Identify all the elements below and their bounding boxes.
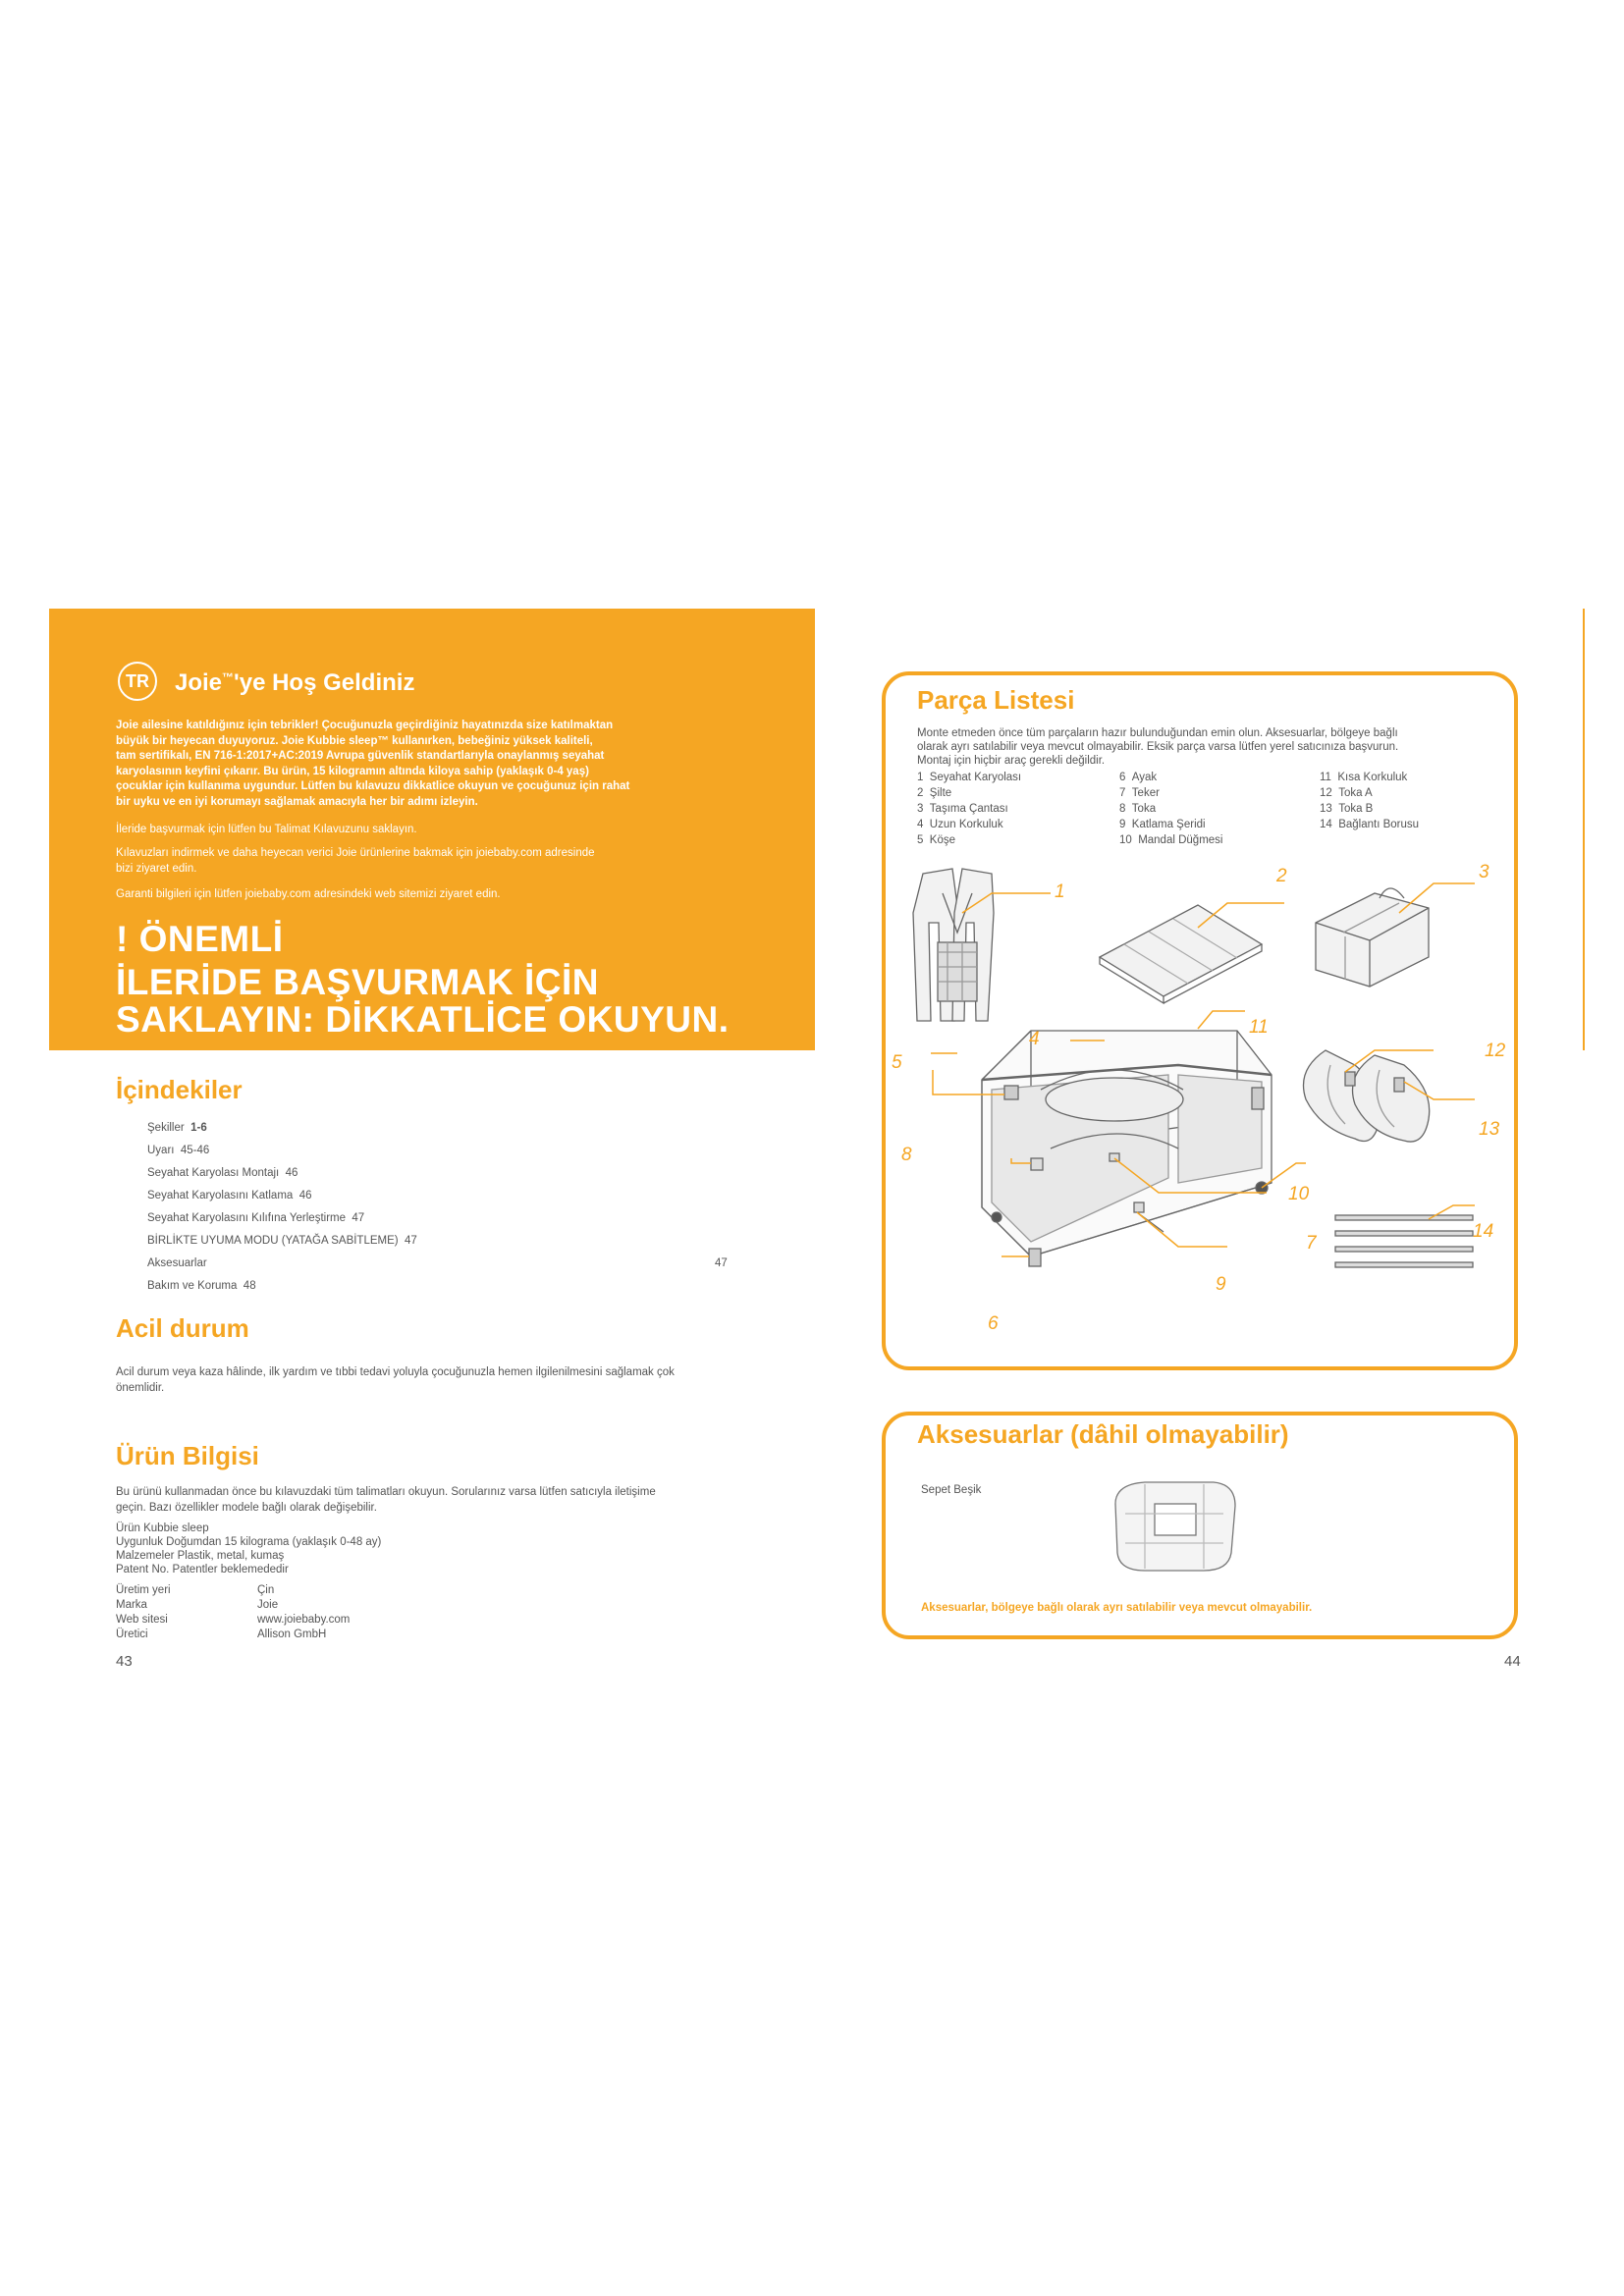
- parts-illustration: [884, 854, 1516, 1364]
- mattress-drawing: [1100, 905, 1262, 1003]
- text-line: Monte etmeden önce tüm parçaların hazır bulunduğundan emin olun. Aksesuarlar, bölgeye bağlı: [917, 727, 1398, 739]
- info-label: Web sitesi: [116, 1614, 168, 1626]
- part-item: 13 Toka B: [1320, 803, 1374, 815]
- text-line: bir uyku ve en iyi korumayı sağlamak amacıyla her bir adımı izleyin.: [116, 795, 478, 808]
- callout-5: 5: [892, 1052, 902, 1073]
- toc-item: Seyahat Karyolasını Katlama 46: [147, 1190, 312, 1201]
- accessories-note: Aksesuarlar, bölgeye bağlı olarak ayrı satılabilir veya mevcut olmayabilir.: [921, 1602, 1313, 1614]
- text-line: büyük bir heyecan duyuyoruz. Joie Kubbie sleep™ kullanırken, bebeğiniz yüksek kaliteli,: [116, 734, 593, 747]
- info-value: www.joiebaby.com: [257, 1614, 351, 1626]
- info-label: Üretim yeri: [116, 1584, 171, 1596]
- emergency-text: [116, 1364, 764, 1396]
- callout-12: 12: [1485, 1041, 1506, 1061]
- text-line: karyolasının keyfini çıkarır. Bu ürün, 15 kilogramın altında kiloya sahip (yaklaşık 0-4 yaş): [116, 765, 589, 777]
- part-item: 8 Toka: [1119, 803, 1157, 815]
- buckles-drawing: [1304, 1050, 1430, 1142]
- toc-item: Aksesuarlar: [147, 1257, 207, 1269]
- text-line: bizi ziyaret edin.: [116, 862, 197, 875]
- part-item: 2 Şilte: [917, 787, 952, 799]
- title-rest: 'ye Hoş Geldiniz: [234, 669, 415, 696]
- text-line: çocuklar için kullanıma uygundur. Lütfen bu kılavuzu dikkatlice okuyun ve çocuğunuz için rahat: [116, 780, 630, 792]
- product-specs: [116, 1522, 381, 1576]
- callout-13: 13: [1479, 1119, 1500, 1140]
- info-label: Üretici: [116, 1629, 148, 1640]
- toc-item: Uyarı 45-46: [147, 1145, 210, 1156]
- part-item: 1 Seyahat Karyolası: [917, 772, 1022, 783]
- callout-4: 4: [1029, 1029, 1040, 1049]
- welcome-title: [175, 669, 414, 697]
- parts-intro: [917, 726, 1487, 768]
- bassinet-drawing: [1106, 1474, 1243, 1576]
- callout-8: 8: [901, 1145, 912, 1165]
- callout-9: 9: [1216, 1274, 1226, 1295]
- callout-6: 6: [988, 1313, 999, 1334]
- title-brand: Joie: [175, 669, 223, 696]
- toc-page: 47: [715, 1257, 728, 1269]
- emergency-title: Acil durum: [116, 1313, 249, 1343]
- text-line: Kılavuzları indirmek ve daha heyecan verici Joie ürünlerine bakmak için joiebaby.com adresinde: [116, 847, 595, 859]
- text-line: geçin. Bazı özellikler modele bağlı olarak değişebilir.: [116, 1502, 377, 1514]
- part-item: 9 Katlama Şeridi: [1119, 819, 1206, 830]
- callout-2: 2: [1276, 866, 1287, 886]
- toc-item: Seyahat Karyolası Montajı 46: [147, 1167, 298, 1179]
- spec-row: Malzemeler Plastik, metal, kumaş: [116, 1550, 285, 1562]
- spec-row: Uygunluk Doğumdan 15 kilograma (yaklaşık 0-48 ay): [116, 1536, 382, 1548]
- accessories-title: Aksesuarlar (dâhil olmayabilir): [917, 1419, 1289, 1449]
- toc-item: Seyahat Karyolasını Kılıfına Yerleştirme 47: [147, 1212, 365, 1224]
- folded-cot-drawing: [913, 869, 994, 1021]
- info-value: Allison GmbH: [257, 1629, 327, 1640]
- part-item: 11 Kısa Korkuluk: [1320, 772, 1408, 783]
- part-item: 3 Taşıma Çantası: [917, 803, 1008, 815]
- travel-cot-drawing: [982, 1031, 1272, 1266]
- hero-banner: [49, 609, 815, 1050]
- part-item: 4 Uzun Korkuluk: [917, 819, 1003, 830]
- warranty-note: Garanti bilgileri için lütfen joiebaby.com adresindeki web sitemizi ziyaret edin.: [116, 888, 501, 900]
- part-item: 12 Toka A: [1320, 787, 1373, 799]
- text-line: tam sertifikalı, EN 716-1:2017+AC:2019 Avrupa güvenlik standartlarıyla onaylanmış seyahat: [116, 750, 605, 762]
- part-item: 14 Bağlantı Borusu: [1320, 819, 1420, 830]
- toc-item: BİRLİKTE UYUMA MODU (YATAĞA SABİTLEME) 47: [147, 1235, 417, 1247]
- text-line: Montaj için hiçbir araç gerekli değildir.: [917, 755, 1106, 767]
- part-item: 5 Köşe: [917, 834, 956, 846]
- download-note: [116, 846, 744, 877]
- text-line: Acil durum veya kaza hâlinde, ilk yardım ve tıbbi tedavi yoluyla çocuğunuzla hemen ilgilenilmesini sağlamak çok: [116, 1366, 675, 1378]
- part-item: 6 Ayak: [1119, 772, 1158, 783]
- part-item: 7 Teker: [1119, 787, 1160, 799]
- text-line: olarak ayrı satılabilir veya mevcut olmayabilir. Eksik parça varsa lütfen yerel satıcınıza başvurun.: [917, 741, 1399, 753]
- page-edge-line: [1583, 609, 1585, 1050]
- text-line: önemlidir.: [116, 1382, 165, 1394]
- info-value: Çin: [257, 1584, 275, 1596]
- spec-row: Ürün Kubbie sleep: [116, 1522, 209, 1534]
- parts-list-title: Parça Listesi: [917, 685, 1075, 715]
- accessory-item: Sepet Beşik: [921, 1484, 982, 1496]
- product-info-title: Ürün Bilgisi: [116, 1441, 259, 1470]
- text-line: Bu ürünü kullanmadan önce bu kılavuzdaki tüm talimatları okuyun. Sorularınız varsa lütfen satıcıyla iletişime: [116, 1486, 656, 1498]
- trademark-mark: ™: [222, 670, 235, 684]
- part-item: 10 Mandal Düğmesi: [1119, 834, 1223, 846]
- page-number-right: 44: [1504, 1653, 1521, 1670]
- callout-11: 11: [1249, 1017, 1269, 1038]
- important-heading: ! ÖNEMLİ: [116, 919, 284, 959]
- info-label: Marka: [116, 1599, 147, 1611]
- page-number-left: 43: [116, 1653, 133, 1670]
- text-line: Joie ailesine katıldığınız için tebrikler! Çocuğunuzla geçirdiğiniz hayatınızda size katılmaktan: [116, 720, 614, 731]
- welcome-paragraph: [116, 719, 744, 810]
- callout-7: 7: [1306, 1233, 1317, 1254]
- important-line: İLERİDE BAŞVURMAK İÇİN: [116, 962, 600, 1002]
- toc-item: Şekiller 1-6: [147, 1122, 207, 1134]
- toc-title: İçindekiler: [116, 1075, 243, 1104]
- callout-10: 10: [1288, 1184, 1310, 1204]
- connection-tubes-drawing: [1335, 1215, 1473, 1267]
- language-badge: TR: [118, 662, 157, 701]
- keep-manual-note: İleride başvurmak için lütfen bu Talimat Kılavuzunu saklayın.: [116, 824, 417, 835]
- callout-3: 3: [1479, 862, 1489, 882]
- toc-item: Bakım ve Koruma 48: [147, 1280, 256, 1292]
- important-line: SAKLAYIN: DİKKATLİCE OKUYUN.: [116, 999, 730, 1040]
- callout-14: 14: [1473, 1221, 1494, 1242]
- spec-row: Patent No. Patentler beklemededir: [116, 1564, 289, 1575]
- product-info-text: [116, 1484, 764, 1516]
- info-value: Joie: [257, 1599, 279, 1611]
- callout-1: 1: [1055, 881, 1065, 902]
